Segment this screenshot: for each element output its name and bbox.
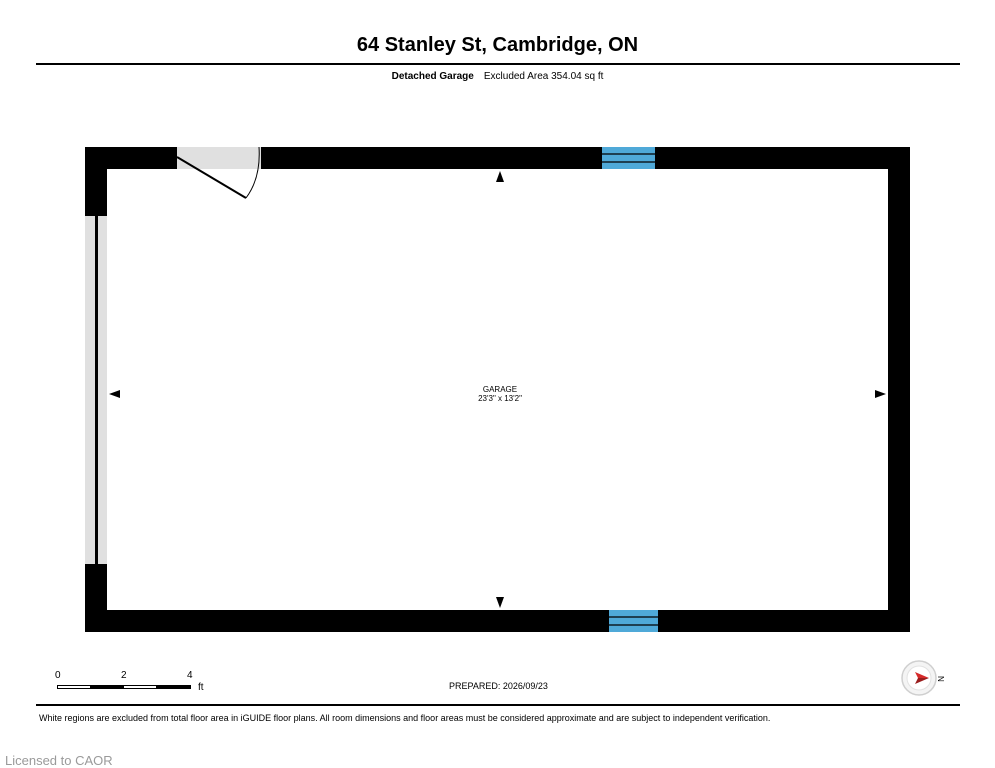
building-label: Detached Garage [391,71,474,82]
wall-bottom-left [85,610,609,632]
compass-north-label: N [936,676,945,682]
scale-unit: ft [198,682,204,693]
plan-title: 64 Stanley St, Cambridge, ON [356,34,639,56]
room-label [450,385,550,403]
wall-top-middle [261,147,602,169]
excluded-area: Excluded Area 354.04 sq ft [483,71,604,82]
dimension-arrow-left [109,390,120,398]
wall-bottom-right [658,610,910,632]
wall-right [888,147,910,632]
prepared-date: PREPARED: 2026/09/23 [449,681,548,691]
scale-segment-4 [156,685,191,689]
room-name: GARAGE [482,385,518,394]
scale-tick-4: 4 [187,670,193,681]
wall-left-top [85,147,107,216]
license-watermark: Licensed to CAOR [5,753,113,768]
garage-door [95,216,98,564]
scale-segment-3 [123,685,157,689]
wall-top-right [655,147,910,169]
entry-door [177,147,261,198]
scale-segment-1 [57,685,91,689]
scale-tick-2: 2 [121,670,127,681]
compass-icon [900,659,950,699]
dimension-arrow-top [496,171,504,182]
wall-left-bottom [85,564,107,632]
disclaimer: White regions are excluded from total floor area in iGUIDE floor plans. All room dimensions and floor areas must be considered approximate and are subject to independent verification. [39,713,771,723]
scale-tick-0: 0 [55,670,61,681]
dimension-arrow-bottom [496,597,504,608]
room-dimensions: 23'3" x 13'2" [478,394,522,403]
dimension-arrow-right [875,390,886,398]
window-bottom [609,610,658,632]
footer-divider [36,704,960,706]
scale-segment-2 [90,685,124,689]
window-top [602,147,655,169]
scale-bar [50,670,220,694]
